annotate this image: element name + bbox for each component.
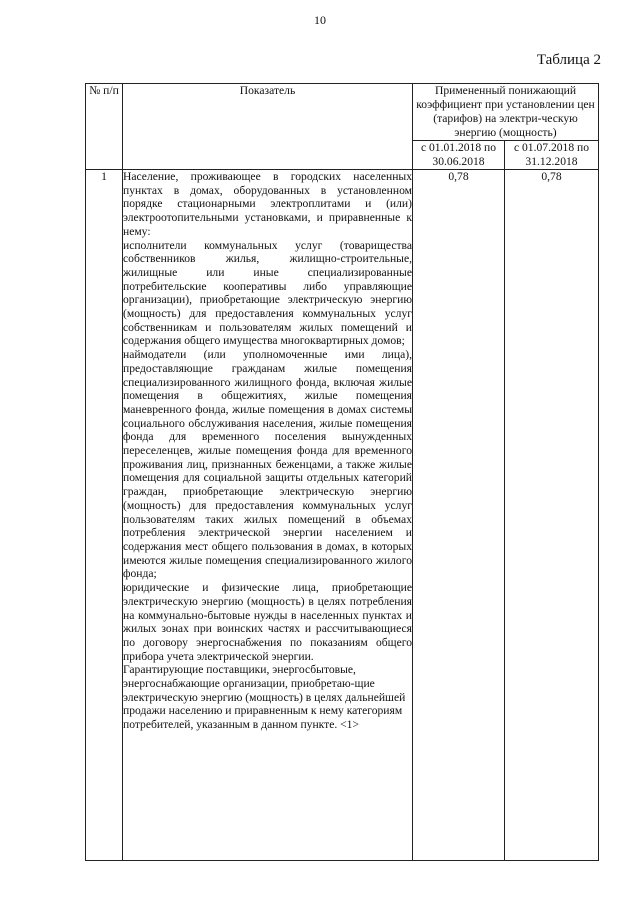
row-value-period-2: 0,78 <box>505 170 599 861</box>
table-row <box>86 170 599 861</box>
paragraph-suppliers: Гарантирующие поставщики, энергосбытовые, энергоснабжающие организации, приобретаю-щие электрическую энергию (мощность) в целях дальнейшей продажи населению и приравненным к нему категориям потребителей, указанным в данном пункте. <1> <box>123 663 406 732</box>
header-period-2: с 01.07.2018 по 31.12.2018 <box>505 141 599 170</box>
paragraph-legal-entities: юридические и физические лица, приобретающие электрическую энергию (мощность) в целях потребления на коммунально-бытовые нужды в населенных пунктах и жилых зонах при воинских частях и рассчитывающиеся по договору энергоснабжения по показаниям общего прибора учета электрической энергии. <box>123 581 412 663</box>
header-number: № п/п <box>86 84 123 170</box>
table-header-row <box>86 84 599 141</box>
page-number: 10 <box>314 13 326 27</box>
header-indicator: Показатель <box>123 84 413 170</box>
row-number: 1 <box>86 170 123 861</box>
paragraph-utility-providers: исполнители коммунальных услуг (товарищества собственников жилья, жилищно-строительные, жилищные или иные специализированные потребительские кооперативы либо управляющие организации), приобретающие электрическую энергию (мощность) для предоставления коммунальных услуг собственникам и пользователям жилых помещений и содержания общего имущества многоквартирных домов; <box>123 238 412 348</box>
paragraph-population: Население, проживающее в городских населенных пунктах в домах, оборудованных в установленном порядке стационарными электроплитами и (или) электроотопительными установками, и приравненные к нему: <box>123 170 412 238</box>
header-coefficient: Примененный понижающий коэффициент при установлении цен (тарифов) на электри-ческую энергию (мощность) <box>413 84 599 141</box>
row-value-period-1: 0,78 <box>413 170 505 861</box>
paragraph-landlords: наймодатели (или уполномоченные ими лица), предоставляющие гражданам жилые помещения специализированного жилищного фонда, включая жилые помещения в общежитиях, жилые помещения маневренного фонда, жилые помещения в домах системы социального обслуживания населения, жилые помещения фонда для временного поселения вынужденных переселенцев, жилые помещения фонда для временного проживания лиц, признанных беженцами, а также жилые помещения для социальной защиты отдельных категорий граждан, приобретающие электрическую энергию (мощность) для предоставления коммунальных услуг пользователям таких жилых помещений в объемах потребления электрической энергии населением и содержания мест общего пользования в домах, в которых имеются жилые помещения специализированного жилого фонда; <box>123 348 412 581</box>
table-caption: Таблица 2 <box>536 52 601 68</box>
header-period-1: с 01.01.2018 по 30.06.2018 <box>413 141 505 170</box>
coefficient-table <box>85 83 599 861</box>
row-indicator-text <box>123 170 413 861</box>
